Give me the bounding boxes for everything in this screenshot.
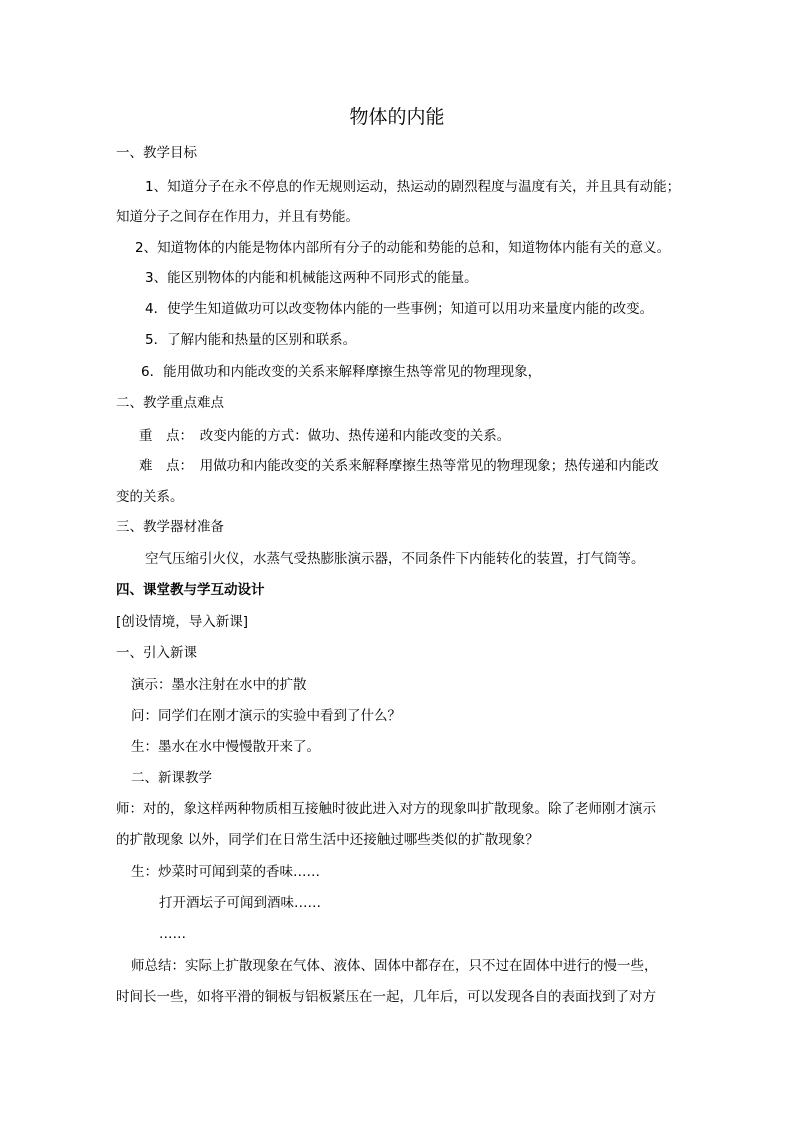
heading-intro-lesson: 一、引入新课 (116, 645, 197, 661)
heading-key-points: 二、教学重点难点 (116, 395, 224, 411)
goal-3: 3、能区别物体的内能和机械能这两种不同形式的能量。 (145, 270, 478, 286)
goal-1-line-1: 1、知道分子在永不停息的作无规则运动，热运动的剧烈程度与温度有关，并且具有动能； (145, 179, 681, 195)
student-example-1: 生：炒菜时可闻到菜的香味…… (131, 864, 320, 880)
student-example-2: 打开酒坛子可闻到酒味…… (159, 895, 321, 911)
equipment-list: 空气压缩引火仪，水蒸气受热膨胀演示器，不同条件下内能转化的装置，打气筒等。 (145, 551, 645, 567)
teacher-summary-line-2: 时间长一些，如将平滑的铜板与铝板紧压在一起，几年后，可以发现各自的表面找到了对方 (116, 989, 656, 1005)
key-point: 重 点： 改变内能的方式：做功、热传递和内能改变的关系。 (139, 428, 511, 444)
teacher-summary-line-1: 师总结：实际上扩散现象在气体、液体、固体中都存在，只不过在固体中进行的慢一些， (131, 958, 658, 974)
difficult-point-line-2: 变的关系。 (116, 489, 184, 505)
document-title: 物体的内能 (349, 106, 445, 128)
student-answer-line: 生：墨水在水中慢慢散开来了。 (131, 739, 320, 755)
goal-1-line-2: 知道分子之间存在作用力，并且有势能。 (116, 209, 359, 225)
section-create-scenario: [创设情境，导入新课] (116, 614, 249, 630)
teacher-line-1: 师：对的，象这样两种物质相互接触时彼此进入对方的现象叫扩散现象。除了老师刚才演示 (116, 801, 656, 817)
teacher-line-2: 的扩散现象 以外，同学们在日常生活中还接触过哪些类似的扩散现象？ (116, 832, 539, 848)
goal-5: 5．了解内能和热量的区别和联系。 (145, 332, 357, 348)
goal-4: 4．使学生知道做功可以改变物体内能的一些事例；知道可以用功来量度内能的改变。 (145, 301, 654, 317)
goal-6: 6．能用做功和内能改变的关系来解释摩擦生热等常见的物理现象， (141, 364, 542, 380)
demo-line: 演示：墨水注射在水中的扩散 (131, 677, 307, 693)
question-line: 问：同学们在刚才演示的实验中看到了什么？ (131, 708, 401, 724)
goal-2: 2、知道物体的内能是物体内部所有分子的动能和势能的总和，知道物体内能有关的意义。 (135, 240, 671, 256)
difficult-point-line-1: 难 点： 用做功和内能改变的关系来解释摩擦生热等常见的物理现象；热传递和内能改 (139, 458, 659, 474)
heading-teaching-goals: 一、教学目标 (116, 145, 197, 161)
heading-interaction-design: 四、课堂教与学互动设计 (116, 582, 265, 598)
ellipsis-line: …… (159, 926, 186, 942)
heading-equipment: 三、教学器材准备 (116, 519, 224, 535)
heading-new-lesson: 二、新课教学 (131, 770, 212, 786)
